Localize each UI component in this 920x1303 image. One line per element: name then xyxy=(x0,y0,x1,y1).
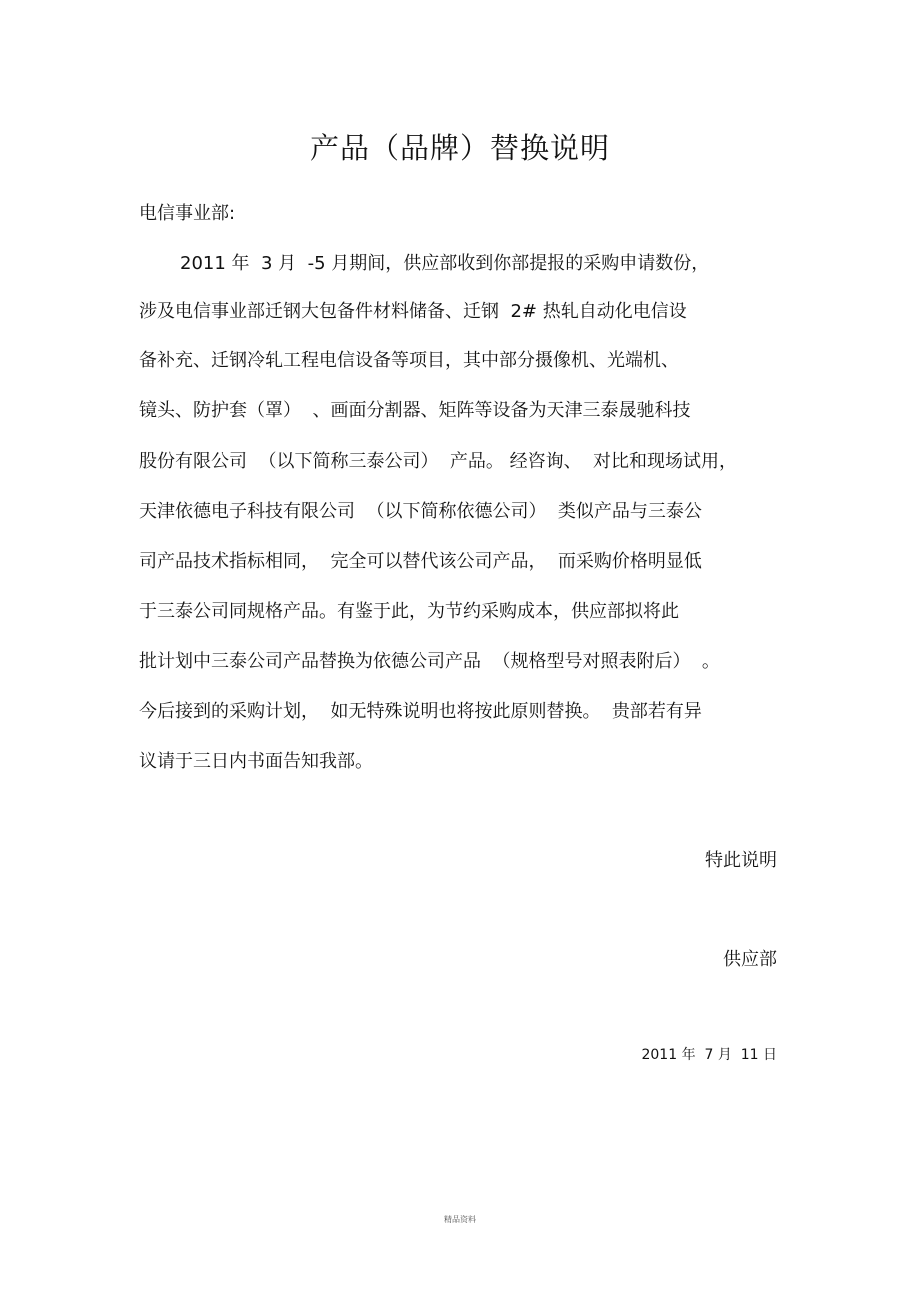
body-line-11: 议请于三日内书面告知我部。 xyxy=(139,751,373,772)
body-line-3: 备补充、迁钢冷轧工程电信设备等项目，其中部分摄像机、光端机、 xyxy=(139,350,679,371)
body-line-5: 股份有限公司 （以下简称三泰公司） 产品。 经咨询、 对比和现场试用， xyxy=(139,451,738,472)
addressee: 电信事业部: xyxy=(139,203,236,224)
document-date: 2011 年 7 月 11 日 xyxy=(641,1047,777,1063)
document-title: 产品（品牌）替换说明 xyxy=(309,131,610,165)
body-line-7: 司产品技术指标相同， 完全可以替代该公司产品， 而采购价格明显低 xyxy=(139,551,702,572)
body-line-1: 2011 年 3 月 -5 月期间，供应部收到你部提报的采购申请数份， xyxy=(180,253,710,274)
footer-watermark: 精品资料 xyxy=(444,1215,476,1224)
body-line-8: 于三泰公司同规格产品。有鉴于此，为节约采购成本，供应部拟将此 xyxy=(139,601,679,622)
body-line-10: 今后接到的采购计划， 如无特殊说明也将按此原则替换。 贵部若有异 xyxy=(139,701,702,722)
body-line-2: 涉及电信事业部迁钢大包备件材料储备、迁钢 2# 热轧自动化电信设 xyxy=(139,301,687,322)
signature-department: 供应部 xyxy=(723,949,777,970)
body-line-4: 镜头、防护套（罩） 、画面分割器、矩阵等设备为天津三泰晟驰科技 xyxy=(139,400,691,421)
body-line-6: 天津依德电子科技有限公司 （以下简称依德公司） 类似产品与三泰公 xyxy=(139,501,702,522)
closing-remark: 特此说明 xyxy=(705,850,777,871)
body-line-9: 批计划中三泰公司产品替换为依德公司产品 （规格型号对照表附后） 。 xyxy=(139,651,720,672)
